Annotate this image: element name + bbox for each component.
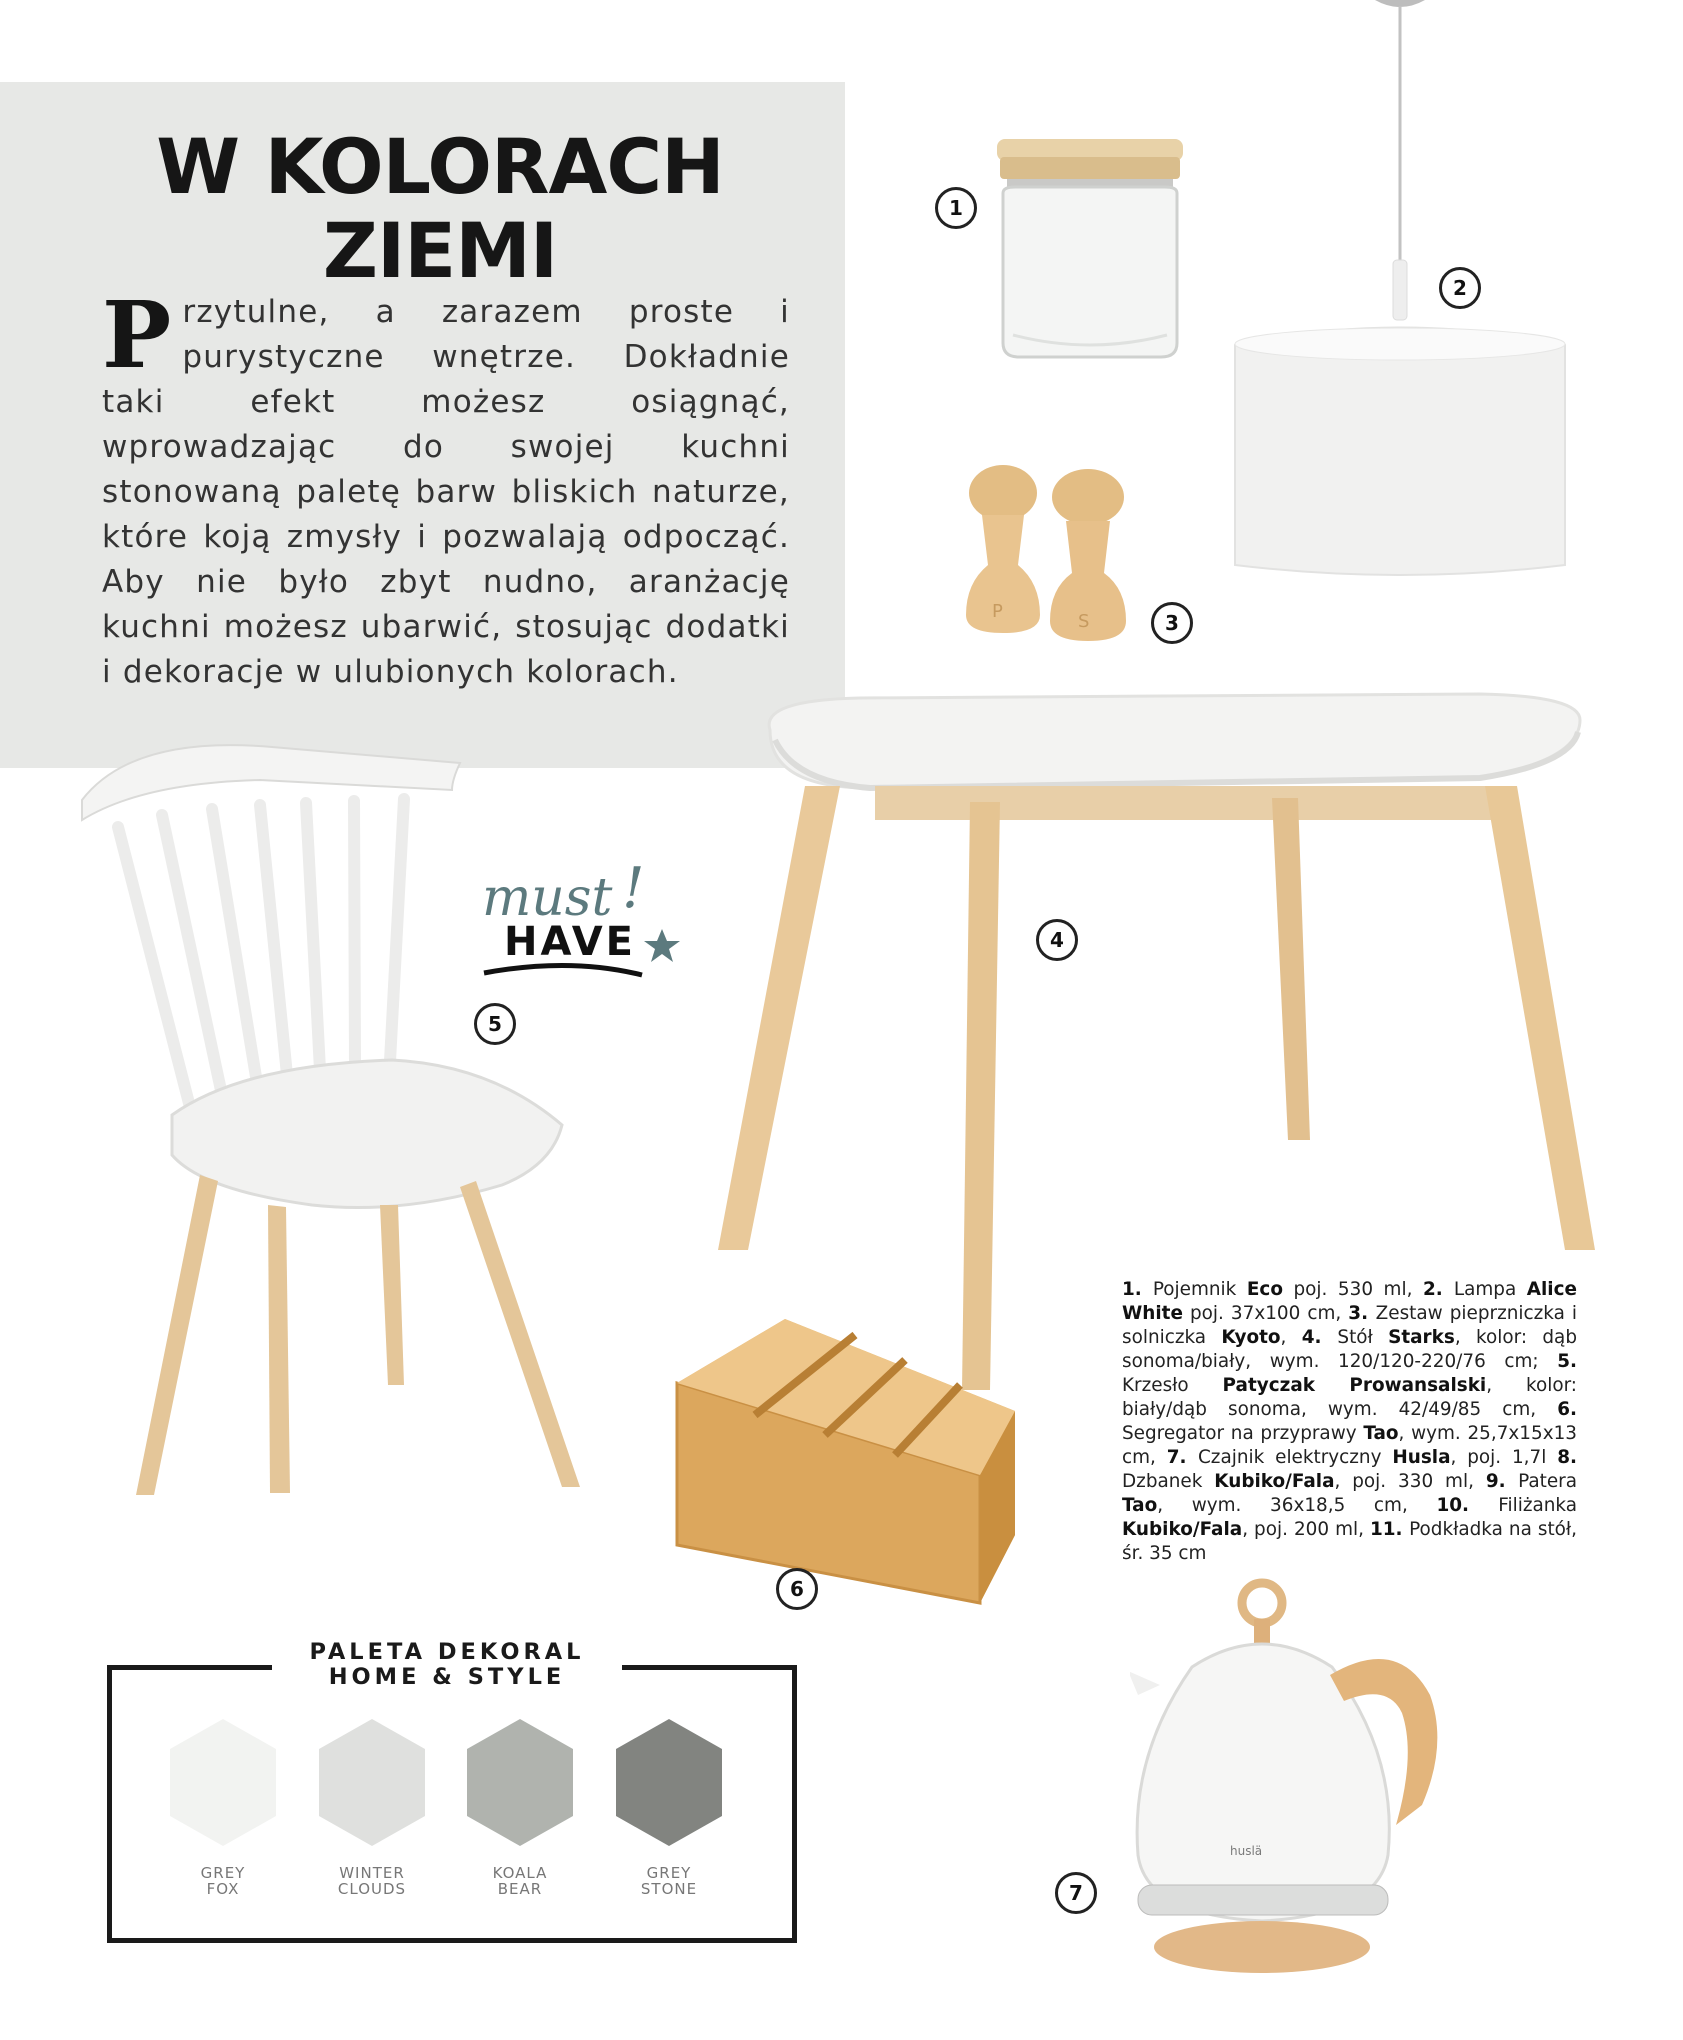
color-swatch-winter-clouds — [311, 1715, 433, 1850]
intro-text: rzytulne, a zarazem proste i purystyczne wnętrze. Dokładnie taki efekt możesz osiągnąć, wprowadzając do swojej kuchni stonowaną paletę barw bliskich naturze, które koją zmysły i pozwalają odpocząć. Aby nie było zbyt nudno, aranżację kuchni możesz ubarwić, stosując dodatki i dekoracje w ulubionych kolorach. — [102, 294, 790, 690]
swatch-label-line: CLOUDS — [337, 1880, 407, 1898]
caption-item: 3. Zestaw pieprzniczka i solniczka Kyoto, — [1122, 1303, 1577, 1348]
caption-item-number: 9. — [1485, 1471, 1519, 1492]
swatch-label-line: GREY — [646, 1864, 692, 1882]
svg-text:S: S — [1078, 611, 1090, 632]
color-swatch-grey-fox — [162, 1715, 284, 1850]
caption-item-number: 8. — [1557, 1447, 1578, 1468]
title-line-2: ZIEMI — [322, 206, 558, 295]
product-number-7: 7 — [1055, 1872, 1097, 1914]
product-number-2: 2 — [1439, 267, 1481, 309]
product-number-1: 1 — [935, 187, 977, 229]
palette-title-line-1: PALETA DEKORAL — [309, 1639, 585, 1665]
caption-item-name: Kyoto — [1221, 1327, 1281, 1348]
caption-item-number: 11. — [1369, 1519, 1410, 1540]
swatch-label-line: FOX — [206, 1880, 240, 1898]
electric-kettle-icon — [1130, 1575, 1460, 1980]
caption-item-number: 7. — [1166, 1447, 1198, 1468]
caption-item-name: Patyczak Prowansalski — [1222, 1375, 1487, 1396]
kettle-brand: huslä — [1230, 1844, 1263, 1858]
must-have-badge — [470, 845, 690, 985]
swatch-label-line: KOALA — [492, 1864, 548, 1882]
caption-item-number: 4. — [1301, 1327, 1338, 1348]
caption-item-name: Alice White — [1122, 1279, 1577, 1324]
caption-item: 6. Segregator na przyprawy Tao, wym. 25,7x15x13 cm, — [1122, 1399, 1577, 1468]
caption-item: 8. Dzbanek Kubiko/Fala, poj. 330 ml, — [1122, 1447, 1578, 1492]
title-line-1: W KOLORACH — [156, 122, 724, 211]
caption-item: 7. Czajnik elektryczny Husla, poj. 1,7l — [1166, 1447, 1558, 1468]
swatch-label-koala-bear — [445, 1865, 595, 1897]
caption-item-name: Tao — [1363, 1423, 1399, 1444]
swatch-label-grey-fox — [148, 1865, 298, 1897]
product-number-4: 4 — [1036, 919, 1078, 961]
cutlery-organizer-icon — [675, 1315, 1025, 1610]
glass-jar-icon — [985, 135, 1195, 365]
drop-cap: P — [102, 281, 173, 389]
swatch-label-winter-clouds — [297, 1865, 447, 1897]
svg-text:P: P — [992, 601, 1003, 622]
caption-item-name: Eco — [1246, 1279, 1283, 1300]
caption-item: 9. Patera Tao, wym. 36x18,5 cm, — [1122, 1471, 1577, 1516]
caption-item: 1. Pojemnik Eco poj. 530 ml, — [1122, 1279, 1423, 1300]
caption-item-number: 2. — [1422, 1279, 1454, 1300]
swatch-label-line: WINTER — [339, 1864, 405, 1882]
must-text: must — [482, 868, 613, 928]
caption-item: 10. Filiżanka Kubiko/Fala, poj. 200 ml, — [1122, 1495, 1577, 1540]
caption-item-name: Kubiko/Fala — [1122, 1519, 1243, 1540]
swatch-label-line: GREY — [200, 1864, 246, 1882]
intro-paragraph — [102, 281, 790, 695]
caption-item-name: Tao — [1122, 1495, 1158, 1516]
palette-title — [272, 1640, 622, 1690]
color-swatch-grey-stone — [608, 1715, 730, 1850]
color-swatch-koala-bear — [459, 1715, 581, 1850]
caption-item-name: Husla — [1392, 1447, 1451, 1468]
caption-item-name: Starks — [1388, 1327, 1455, 1348]
caption-item-number: 1. — [1122, 1279, 1153, 1300]
swatch-label-grey-stone — [594, 1865, 744, 1897]
swatch-label-line: BEAR — [497, 1880, 543, 1898]
exclamation-icon: ! — [622, 856, 645, 921]
caption-item: 5. Krzesło Patyczak Prowansalski, kolor: biały/dąb sonoma, wym. 42/49/85 cm, — [1122, 1351, 1578, 1420]
caption-item-number: 3. — [1348, 1303, 1376, 1324]
product-number-5: 5 — [474, 1003, 516, 1045]
product-number-6: 6 — [776, 1568, 818, 1610]
caption-item-number: 6. — [1557, 1399, 1577, 1420]
caption-item-name: Kubiko/Fala — [1214, 1471, 1335, 1492]
product-caption — [1122, 1278, 1577, 1566]
palette-title-line-2: HOME & STYLE — [328, 1664, 566, 1690]
page-title — [80, 122, 800, 295]
caption-item-number: 5. — [1557, 1351, 1577, 1372]
have-text: HAVE — [504, 919, 636, 965]
pendant-lamp-icon — [1225, 0, 1605, 585]
caption-item: 4. Stół Starks, kolor: dąb sonoma/biały, wym. 120/120-220/76 cm; — [1122, 1327, 1577, 1372]
caption-item: 11. Podkładka na stół, śr. 35 cm — [1122, 1519, 1577, 1564]
salt-pepper-shakers-icon — [960, 465, 1135, 645]
swatch-label-line: STONE — [640, 1880, 698, 1898]
product-number-3: 3 — [1151, 602, 1193, 644]
caption-item: 2. Lampa Alice White poj. 37x100 cm, — [1122, 1279, 1577, 1324]
caption-item-number: 10. — [1436, 1495, 1499, 1516]
star-icon — [644, 929, 680, 962]
